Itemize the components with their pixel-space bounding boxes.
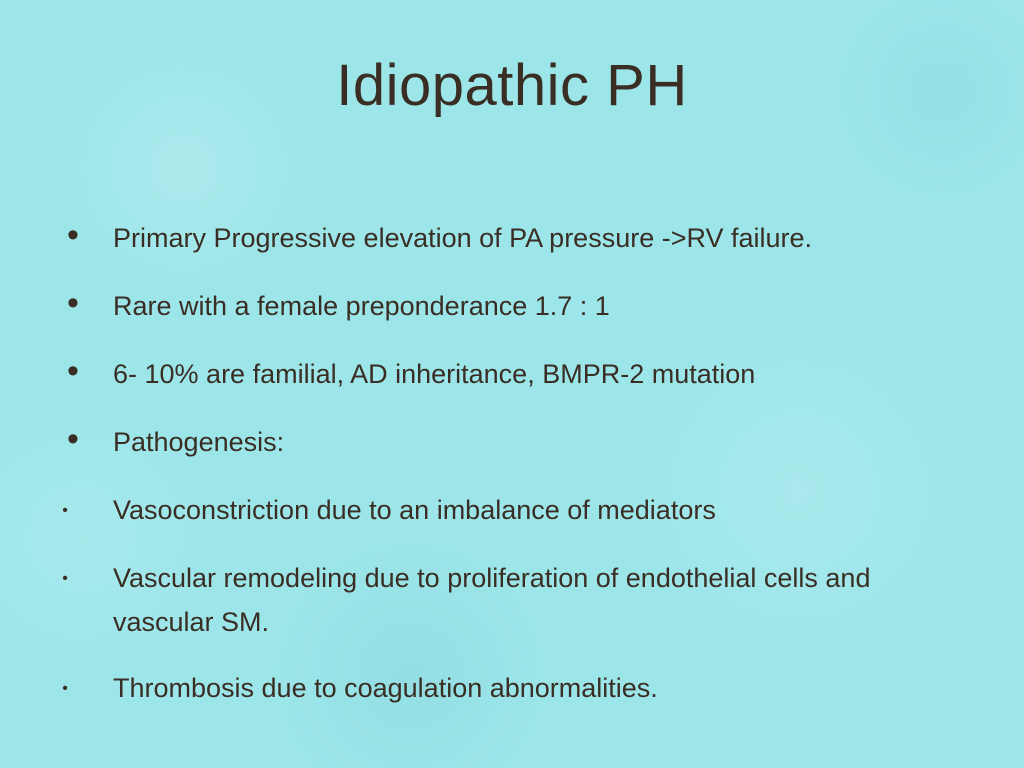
bullet-marker: • xyxy=(67,352,79,390)
bullet-text: Pathogenesis: xyxy=(113,427,285,457)
sub-bullet-marker: • xyxy=(62,680,68,697)
bullet-item xyxy=(0,420,1024,464)
bullet-marker: • xyxy=(67,284,79,322)
bullet-marker: • xyxy=(67,216,79,254)
bullet-text: 6- 10% are familial, AD inheritance, BMPR-2 mutation xyxy=(113,359,756,389)
slide-title: Idiopathic PH xyxy=(336,53,688,118)
bullet-item xyxy=(0,216,1024,260)
sub-bullet-item xyxy=(0,666,1024,710)
sub-bullet-text: Thrombosis due to coagulation abnormalities. xyxy=(113,673,658,703)
sub-bullet-text: Vasoconstriction due to an imbalance of mediators xyxy=(113,495,716,525)
sub-bullet-item xyxy=(0,556,1024,644)
bullet-item xyxy=(0,284,1024,328)
sub-bullet-item xyxy=(0,488,1024,532)
sub-bullet-text: Vascular remodeling due to proliferation of endothelial cells and vascular SM. xyxy=(113,563,871,637)
bullet-list xyxy=(0,216,1024,734)
bullet-marker: • xyxy=(67,420,79,458)
sub-bullet-marker: • xyxy=(62,570,68,587)
sub-bullet-marker: • xyxy=(62,502,68,519)
bullet-text: Rare with a female preponderance 1.7 : 1 xyxy=(113,291,610,321)
bullet-text: Primary Progressive elevation of PA pressure ->RV failure. xyxy=(113,223,813,253)
bullet-item xyxy=(0,352,1024,396)
